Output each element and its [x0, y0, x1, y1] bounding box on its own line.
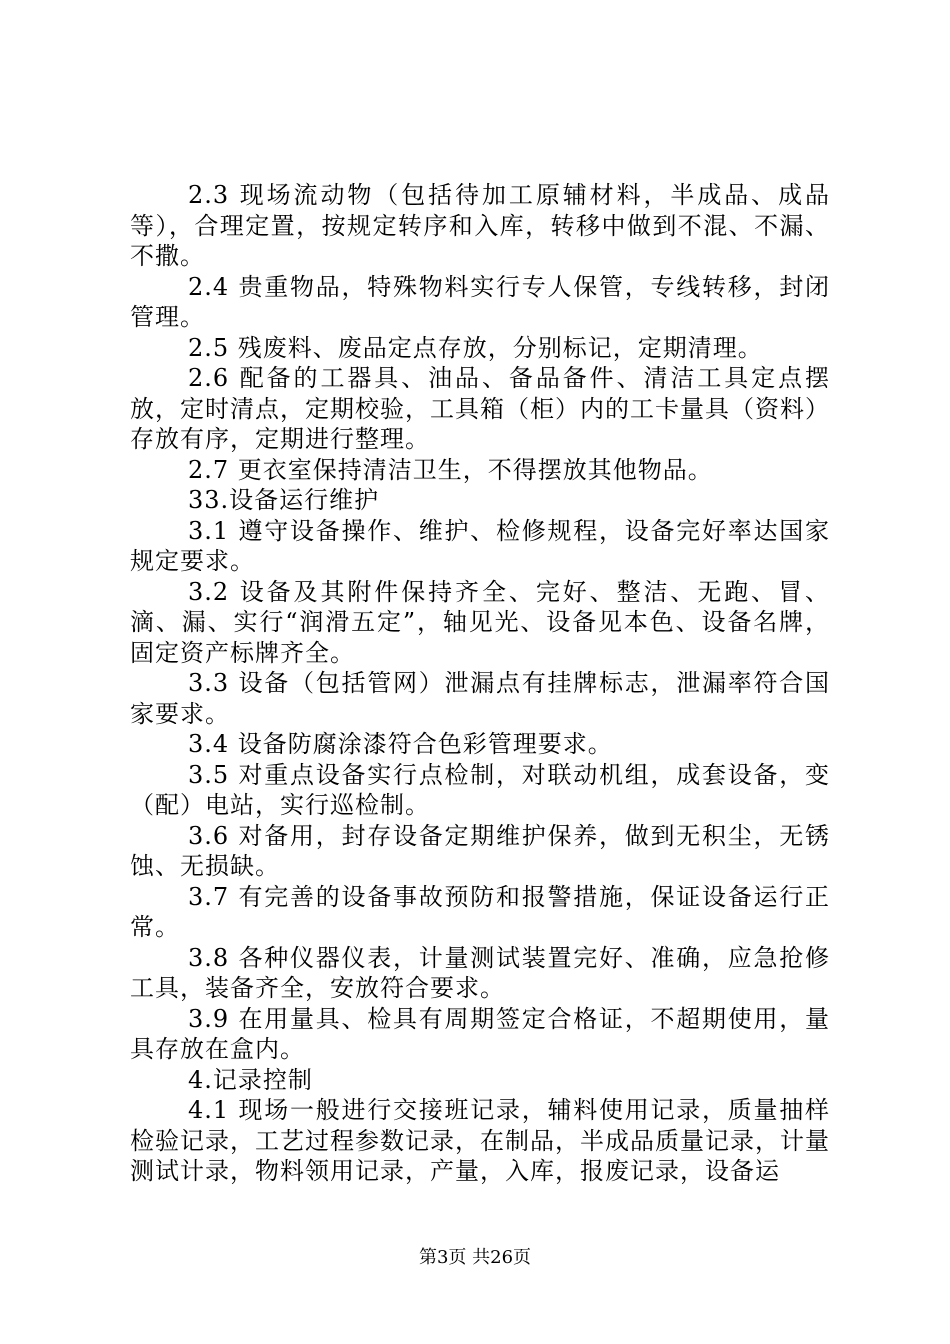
paragraph-3-2: 3.2 设备及其附件保持齐全、完好、整洁、无跑、冒、滴、漏、实行“润滑五定”，轴见光、设备见本色、设备名牌，固定资产标牌齐全。 — [130, 577, 830, 667]
section-heading-4: 4.记录控制 — [188, 1065, 313, 1094]
paragraph-3-6: 3.6 对备用，封存设备定期维护保养，做到无积尘，无锈蚀、无损缺。 — [130, 821, 830, 880]
paragraph-2-4: 2.4 贵重物品，特殊物料实行专人保管，专线转移，封闭管理。 — [130, 272, 830, 331]
paragraph-3-3: 3.3 设备（包括管网）泄漏点有挂牌标志，泄漏率符合国家要求。 — [130, 669, 830, 728]
paragraph-3-4: 3.4 设备防腐涂漆符合色彩管理要求。 — [188, 730, 613, 758]
paragraph-2-7: 2.7 更衣室保持清洁卫生，不得摆放其他物品。 — [188, 455, 713, 484]
page-number-footer: 第3页 共26页 — [418, 1247, 532, 1268]
paragraph-2-6: 2.6 配备的工器具、油品、备品备件、清洁工具定点摆放，定时清点，定期校验，工具箱（柜）内的工卡量具（资料）存放有序，定期进行整理。 — [130, 364, 830, 453]
paragraph-3-5: 3.5 对重点设备实行点检制，对联动机组，成套设备，变（配）电站，实行巡检制。 — [130, 760, 830, 819]
paragraph-3-1: 3.1 遵守设备操作、维护、检修规程，设备完好率达国家规定要求。 — [130, 516, 830, 575]
paragraph-4-1: 4.1 现场一般进行交接班记录，辅料使用记录，质量抽样检验记录，工艺过程参数记录，在制品，半成品质量记录，计量测试计录，物料领用记录，产量，入库，报废记录，设备运 — [130, 1096, 830, 1185]
section-heading-3: 33.设备运行维护 — [188, 486, 380, 514]
paragraph-3-9: 3.9 在用量具、检具有周期签定合格证，不超期使用，量具存放在盒内。 — [130, 1004, 830, 1063]
paragraph-2-3: 2.3 现场流动物（包括待加工原辅材料，半成品、成品等），合理定置，按规定转序和入库，转移中做到不混、不漏、不撒。 — [130, 181, 830, 270]
document-body — [130, 180, 830, 1187]
paragraph-3-7: 3.7 有完善的设备事故预防和报警措施，保证设备运行正常。 — [130, 882, 830, 941]
paragraph-3-8: 3.8 各种仪器仪表，计量测试装置完好、准确，应急抢修工具，装备齐全，安放符合要求。 — [130, 943, 830, 1002]
paragraph-2-5: 2.5 残废料、废品定点存放，分别标记，定期清理。 — [188, 333, 763, 362]
